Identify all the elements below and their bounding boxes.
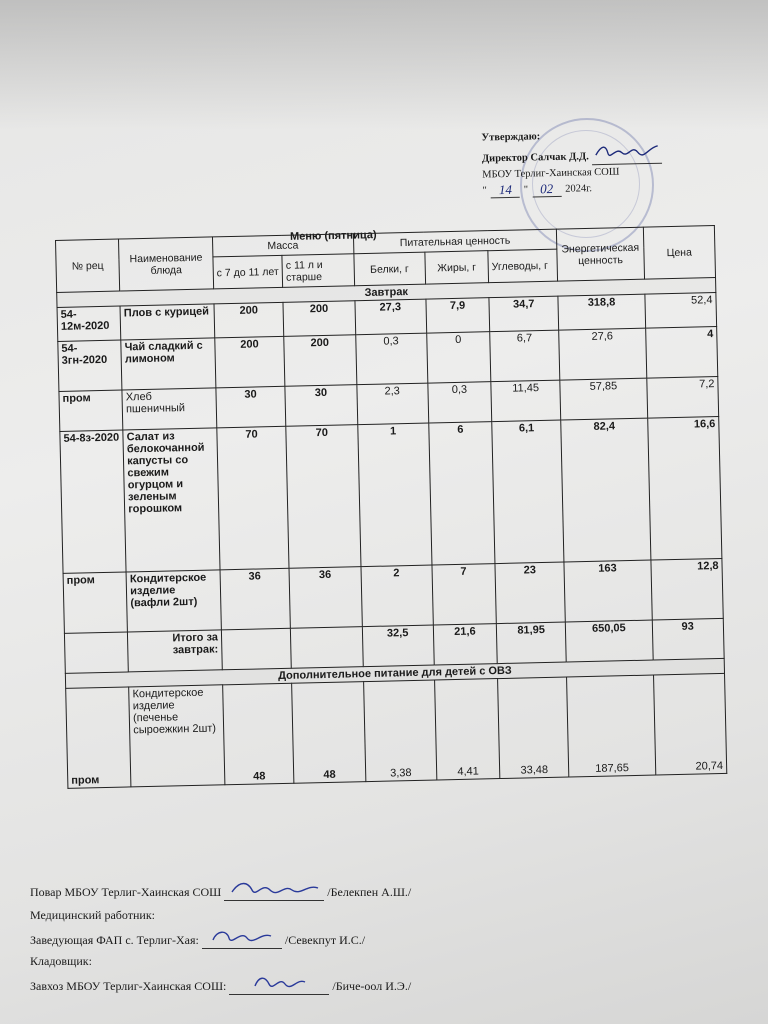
extra-protein: 3,38 xyxy=(363,680,437,782)
header-mass-a: с 7 до 11 лет xyxy=(213,255,283,289)
row-protein: 0,3 xyxy=(355,333,427,385)
table-row xyxy=(66,673,727,788)
row-fat: 6 xyxy=(429,422,495,565)
date-month: 02 xyxy=(532,181,561,198)
total-fat: 21,6 xyxy=(433,624,497,665)
menu-table xyxy=(55,225,727,789)
director-name: Директор Салчак Д.Д. xyxy=(481,151,589,165)
header-mass: Масса xyxy=(212,234,353,257)
row-carbs: 23 xyxy=(495,562,566,624)
extra-mass-b: 48 xyxy=(292,682,366,784)
header-fat: Жиры, г xyxy=(425,251,489,284)
row-fat: 0,3 xyxy=(428,382,492,423)
header-price: Цена xyxy=(643,226,716,280)
date-day: 14 xyxy=(491,182,520,199)
total-carbs: 81,95 xyxy=(496,622,566,664)
row-protein: 2,3 xyxy=(356,383,428,425)
director-signature xyxy=(591,142,661,165)
school-name: МБОУ Терлиг-Хаинская СОШ xyxy=(482,166,620,181)
row-carbs: 6,7 xyxy=(490,330,560,382)
row-price: 12,8 xyxy=(651,558,724,620)
row-num: 54-12м-2020 xyxy=(57,306,121,341)
photo-shadow xyxy=(0,0,768,130)
cook-name: /Белекпен А.Ш./ xyxy=(327,885,412,899)
zavhoz-name: /Биче-оол И.Э./ xyxy=(332,979,412,993)
row-mass-b: 200 xyxy=(284,335,356,387)
row-name: Салат из белокочанной капусты со свежим огурцом и зеленым горошком xyxy=(123,428,220,572)
zavhoz-label: Завхоз МБОУ Терлиг-Хаинская СОШ: xyxy=(30,979,227,993)
header-num: № рец xyxy=(56,239,120,292)
section-extra: Дополнительное питание для детей с ОВЗ xyxy=(65,658,724,688)
row-mass-b: 70 xyxy=(286,425,361,569)
header-energy: Энергетическая ценность xyxy=(557,227,644,281)
row-mass-a: 200 xyxy=(215,336,285,388)
row-protein: 1 xyxy=(357,423,432,567)
row-energy: 163 xyxy=(564,560,652,622)
header-name: Наименование блюда xyxy=(119,237,214,291)
fap-label: Заведующая ФАП с. Терлиг-Хая: xyxy=(30,933,199,947)
row-energy: 57,85 xyxy=(560,378,647,420)
row-fat: 7 xyxy=(432,564,497,625)
row-mass-b: 30 xyxy=(285,385,357,427)
cook-label: Повар МБОУ Терлиг-Хаинская СОШ xyxy=(30,885,222,899)
row-energy: 27,6 xyxy=(559,328,646,380)
store-line: Кладовщик: xyxy=(30,954,92,968)
row-mass-b: 36 xyxy=(289,567,362,629)
menu-table-wrapper xyxy=(55,225,732,789)
cook-signature-line xyxy=(30,880,411,901)
total-label: Итого за завтрак: xyxy=(128,630,223,672)
row-price: 4 xyxy=(645,327,718,379)
row-num: 54-3гн-2020 xyxy=(58,340,122,391)
total-price: 93 xyxy=(652,618,724,660)
approval-block xyxy=(481,125,722,198)
row-price: 7,2 xyxy=(646,376,718,418)
total-protein: 32,5 xyxy=(362,625,434,667)
header-nutrition: Питательная ценность xyxy=(353,229,557,254)
header-carbs: Углеводы, г xyxy=(488,249,558,283)
row-fat: 0 xyxy=(427,332,491,383)
row-protein: 27,3 xyxy=(354,299,426,335)
menu-title: Меню (пятница) xyxy=(289,229,377,243)
row-name: Плов с курицей xyxy=(120,304,214,340)
row-price: 16,6 xyxy=(647,416,722,560)
med-line: Медицинский работник: xyxy=(30,908,155,922)
row-mass-a: 36 xyxy=(220,568,291,630)
zavhoz-signature xyxy=(229,974,329,995)
fap-name: /Севекпут И.С./ xyxy=(284,933,366,947)
approval-date: " 14 " 02 2024г. xyxy=(482,181,593,198)
header-protein: Белки, г xyxy=(353,252,425,286)
row-price: 52,4 xyxy=(644,293,716,329)
row-name: Кондитерское изделие (вафли 2шт) xyxy=(126,570,221,632)
row-num: пром xyxy=(59,390,123,431)
row-energy: 318,8 xyxy=(558,294,645,330)
table-row xyxy=(60,416,722,573)
extra-fat: 4,41 xyxy=(434,679,499,780)
section-breakfast: Завтрак xyxy=(57,278,716,308)
fap-signature xyxy=(202,928,282,949)
extra-name: Кондитерское изделие (печенье сыроежкин 2шт) xyxy=(129,685,225,787)
cook-signature xyxy=(224,880,324,901)
row-mass-a: 30 xyxy=(216,386,286,428)
fap-signature-line xyxy=(30,928,365,949)
header-mass-b: с 11 л и старше xyxy=(282,254,354,288)
row-num: пром xyxy=(63,572,128,633)
row-mass-a: 70 xyxy=(217,426,289,570)
total-energy: 650,05 xyxy=(566,620,653,662)
row-name: Чай сладкий с лимоном xyxy=(121,338,216,390)
row-mass-b: 200 xyxy=(283,301,355,337)
extra-mass-a: 48 xyxy=(223,683,295,785)
row-energy: 82,4 xyxy=(561,418,651,562)
approve-heading: Утверждаю: xyxy=(481,131,541,144)
row-fat: 7,9 xyxy=(426,298,490,333)
row-name: Хлеб пшеничный xyxy=(122,388,217,430)
row-carbs: 11,45 xyxy=(491,380,561,422)
row-protein: 2 xyxy=(361,565,434,627)
zavhoz-signature-line xyxy=(30,974,411,995)
date-year: 2024г. xyxy=(565,182,593,195)
extra-price: 20,74 xyxy=(653,673,727,775)
extra-energy: 187,65 xyxy=(567,675,656,777)
extra-num: пром xyxy=(66,687,131,788)
row-mass-a: 200 xyxy=(214,302,284,338)
row-carbs: 34,7 xyxy=(489,296,559,332)
extra-carbs: 33,48 xyxy=(498,677,570,779)
row-carbs: 6,1 xyxy=(492,420,564,564)
row-num: 54-8з-2020 xyxy=(60,430,126,573)
